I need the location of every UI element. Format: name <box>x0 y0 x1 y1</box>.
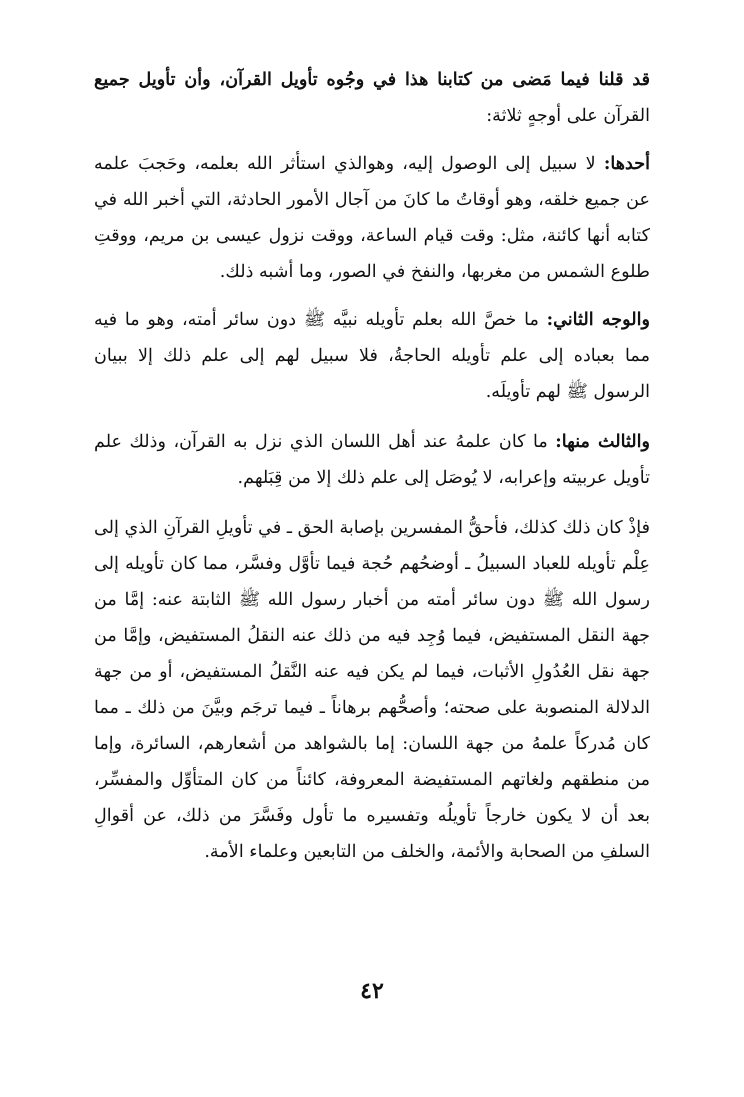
paragraph-second-aspect-lead: والوجه الثاني: <box>546 309 650 330</box>
paragraph-second-aspect <box>94 302 650 410</box>
paragraph-second-aspect-text: ما خصَّ الله بعلم تأويله نبيَّه ﷺ دون سائر أمته، وهو ما فيه مما بعباده إلى علم تأويله الحاجةُ، فلا سبيل لهم إلى علم ذلك إلا ببيان الرسول ﷺ لهم تأويلَه. <box>94 310 650 402</box>
paragraph-first-aspect-text: لا سبيل إلى الوصول إليه، وهوالذي استأثر الله بعلمه، وحَجبَ علمه عن جميع خلقه، وهو أوقاتُ ما كانَ من آجال الأمور الحادثة، التي أخبر الله في كتابه أنها كائنة، مثل: وقت قيام الساعة، ووقت نزول عيسى بن مريم، ووقتِ طلوع الشمس من مغربها، والنفخ في الصور، وما أشبه ذلك. <box>94 154 650 282</box>
paragraph-intro-lead: قد قلنا فيما مَضى من كتابنا هذا في وجُوه تأويل القرآن، وأن تأويل جميع <box>94 69 650 90</box>
paragraph-third-aspect-text: ما كان علمهُ عند أهل اللسان الذي نزل به القرآن، وذلك علم تأويل عربيته وإعرابه، لا يُوصَل إلى علم ذلك إلا من قِبَلهم. <box>94 432 650 488</box>
paragraph-third-aspect-lead: والثالث منها: <box>555 431 651 452</box>
paragraph-first-aspect-lead: أحدها: <box>603 153 650 174</box>
page-number: ٤٢ <box>360 978 384 1004</box>
paragraph-conclusion <box>94 510 650 870</box>
paragraph-intro <box>94 62 650 134</box>
paragraph-third-aspect <box>94 424 650 496</box>
paragraph-conclusion-text: فإذْ كان ذلك كذلك، فأحقُّ المفسرين بإصابة الحق ـ في تأويلِ القرآنِ الذي إلى عِلْم تأويله للعباد السبيلُ ـ أوضحُهم حُجة فيما تأوَّل وفسَّر، مما كان تأويله إلى رسول الله ﷺ دون سائر أمته من أخبار رسول الله ﷺ الثابتة عنه: إمَّا من جهة النقل المستفيض، فيما وُجِد فيه من ذلك عنه النقلُ المستفيض، وإمَّا من جهة نقل العُدُولِ الأثبات، فيما لم يكن فيه عنه النَّقلُ المستفيض، أو من جهة الدلالة المنصوبة على صحته؛ وأصحُّهم برهاناً ـ فيما ترجَم وبيَّنَ من ذلك ـ مما كان مُدركاً علمهُ من جهة اللسان: إما بالشواهد من أشعارهم، السائرة، وإما من منطقهم ولغاتهم المستفيضة المعروفة، كائناً من كان المتأوِّل والمفسِّر، بعد أن لا يكون خارجاً تأويلُه وتفسيره ما تأول وفَسَّرَ من ذلك، عن أقوالِ السلفِ من الصحابة والأئمة، والخلف من التابعين وعلماء الأمة. <box>94 518 650 862</box>
paragraph-intro-text: القرآن على أوجهٍ ثلاثة: <box>486 106 650 126</box>
paragraph-first-aspect <box>94 146 650 290</box>
